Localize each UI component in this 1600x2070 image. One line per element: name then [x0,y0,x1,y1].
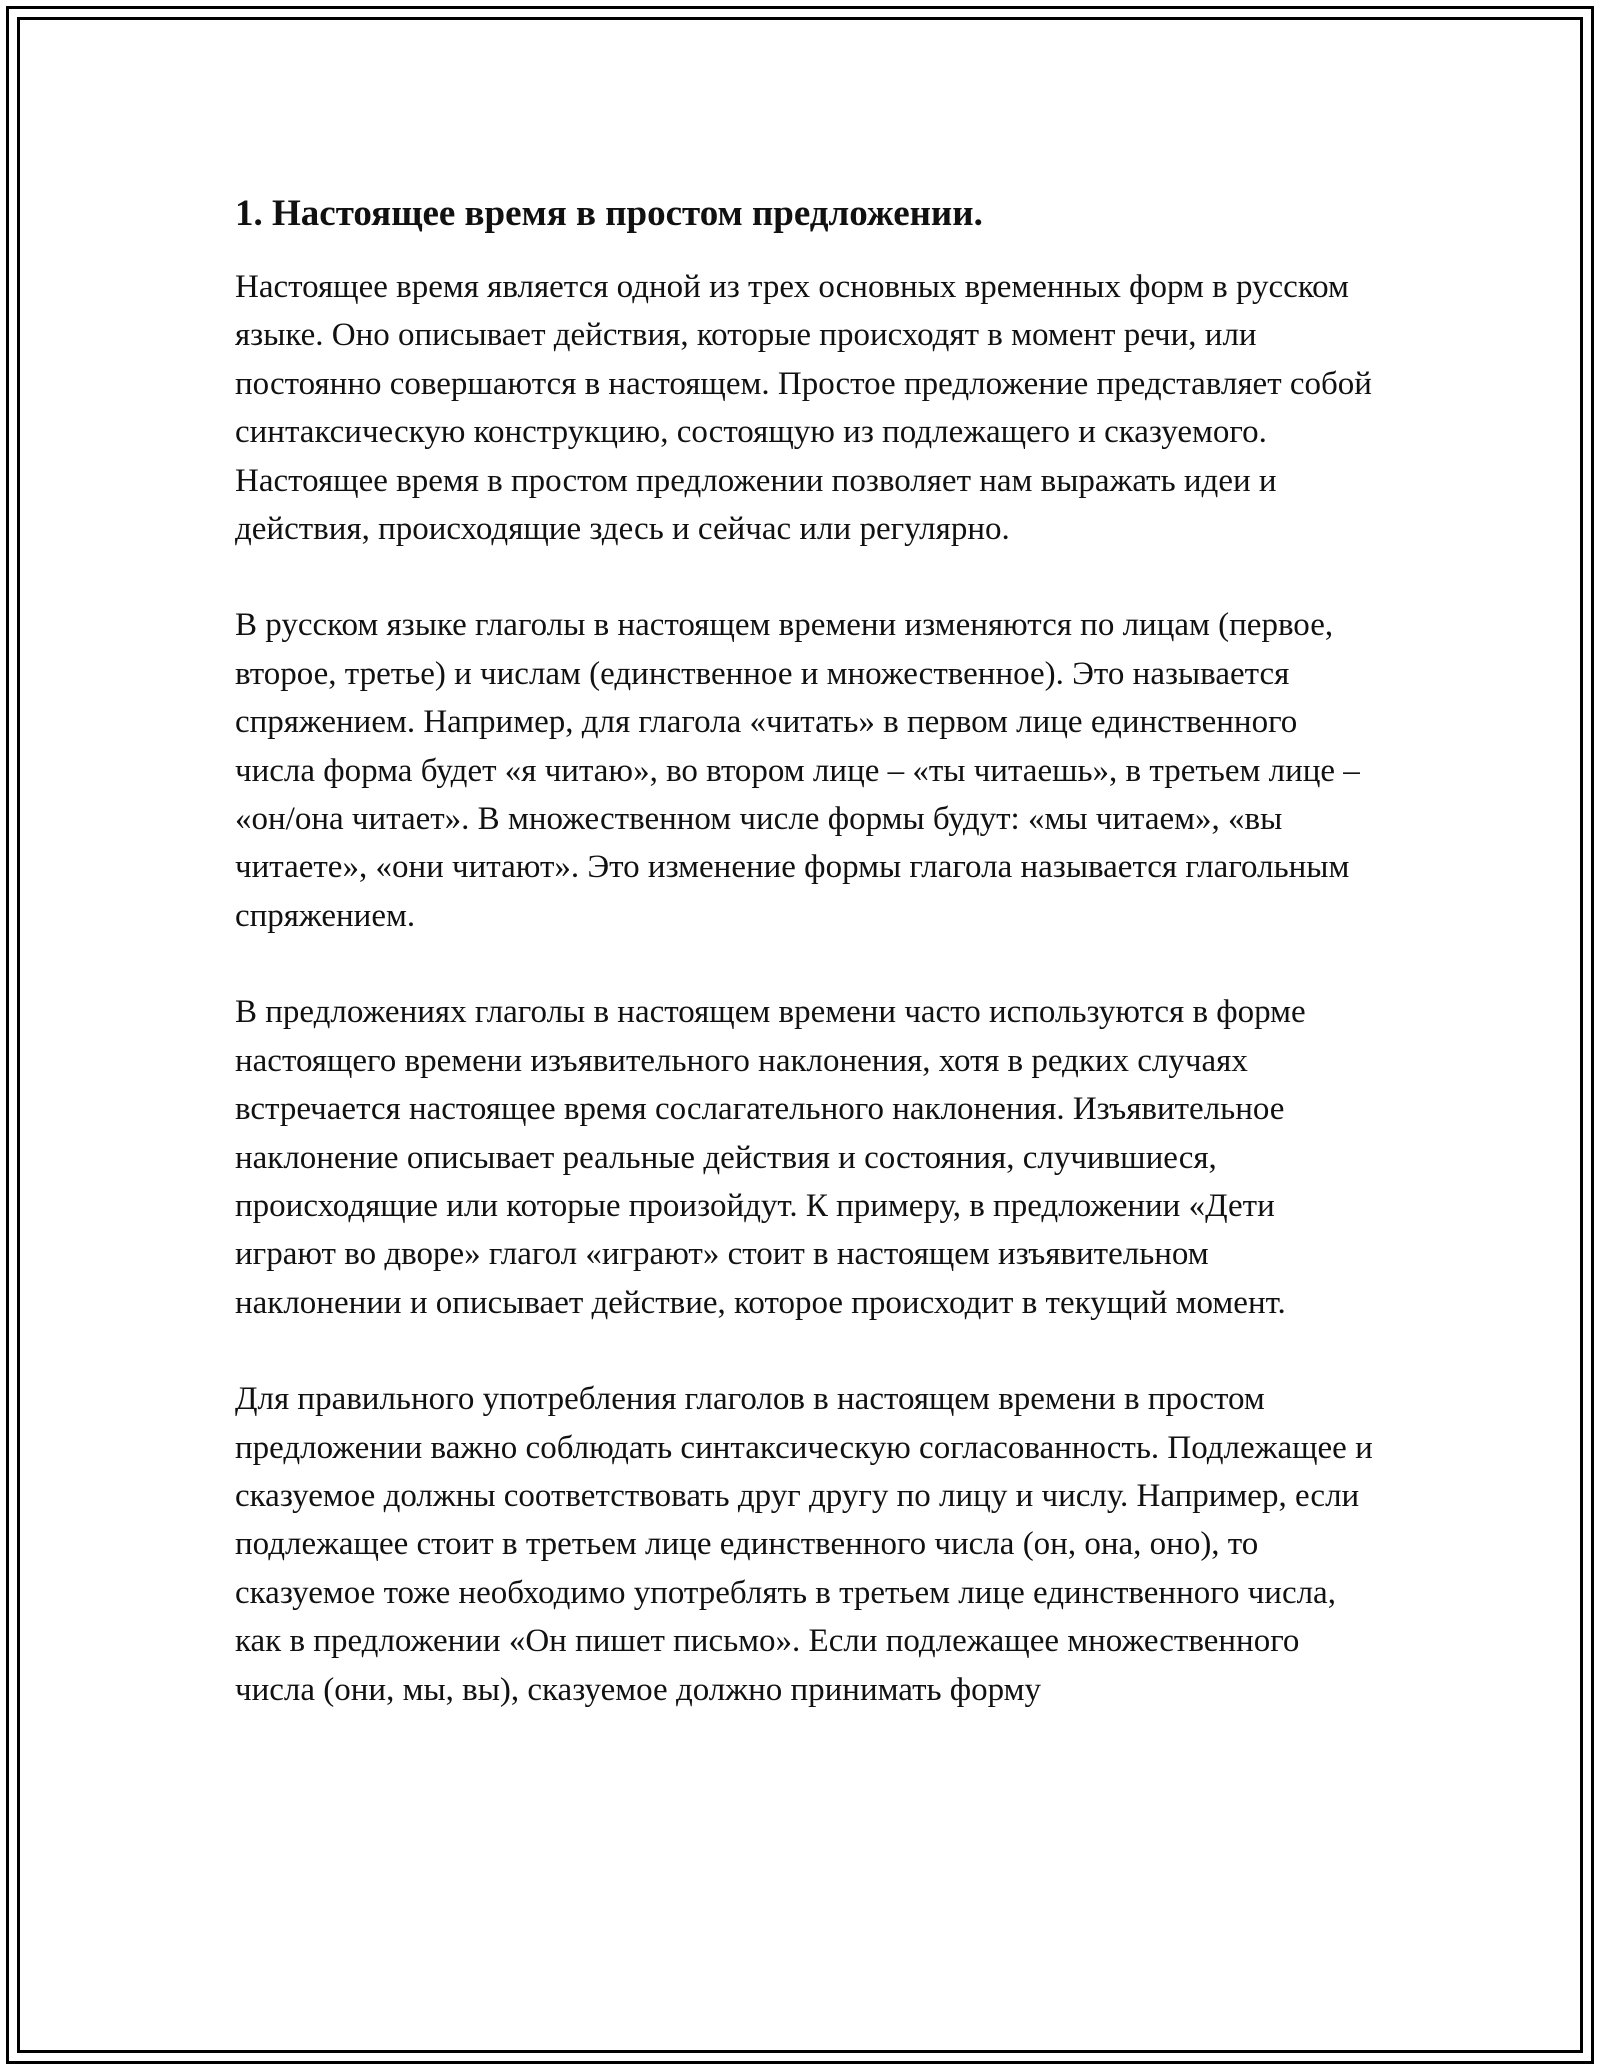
paragraph-1: Настоящее время является одной из трех основных временных форм в русском языке. Оно описывает действия, которые происходят в момент речи, или постоянно совершаются в настоящем. Простое предложение представляет собой синтаксическую конструкцию, состоящую из подлежащего и сказуемого. Настоящее время в простом предложении позволяет нам выражать идеи и действия, происходящие здесь и сейчас или регулярно. [235,269,1372,548]
paragraph-4: Для правильного употребления глаголов в настоящем времени в простом предложении важно соблюдать синтаксическую согласованность. Подлежащее и сказуемое должны соответствовать друг другу по лицу и числу. Например, если подлежащее стоит в третьем лице единственного числа (он, она, оно), то сказуемое тоже необходимо употреблять в третьем лице единственного числа, как в предложении «Он пишет письмо». Если подлежащее множественного числа (они, мы, вы), сказуемое должно принимать форму [235,1381,1373,1708]
document-body [235,188,1380,1714]
section-heading: 1. Настоящее время в простом предложении. [235,193,983,234]
paragraph-2: В русском языке глаголы в настоящем времени изменяются по лицам (первое, второе, третье) и числам (единственное и множественное). Это называется спряжением. Например, для глагола «читать» в первом лице единственного числа форма будет «я читаю», во втором лице – «ты читаешь», в третьем лице – «он/она читает». В множественном числе формы будут: «мы читаем», «вы читаете», «они читают». Это изменение формы глагола называется глагольным спряжением. [235,607,1360,934]
paragraph-3: В предложениях глаголы в настоящем времени часто используются в форме настоящего времени изъявительного наклонения, хотя в редких случаях встречается настоящее время сослагательного наклонения. Изъявительное наклонение описывает реальные действия и состояния, случившиеся, происходящие или которые произойдут. К примеру, в предложении «Дети играют во дворе» глагол «играют» стоит в настоящем изъявительном наклонении и описывает действие, которое происходит в текущий момент. [235,994,1306,1321]
